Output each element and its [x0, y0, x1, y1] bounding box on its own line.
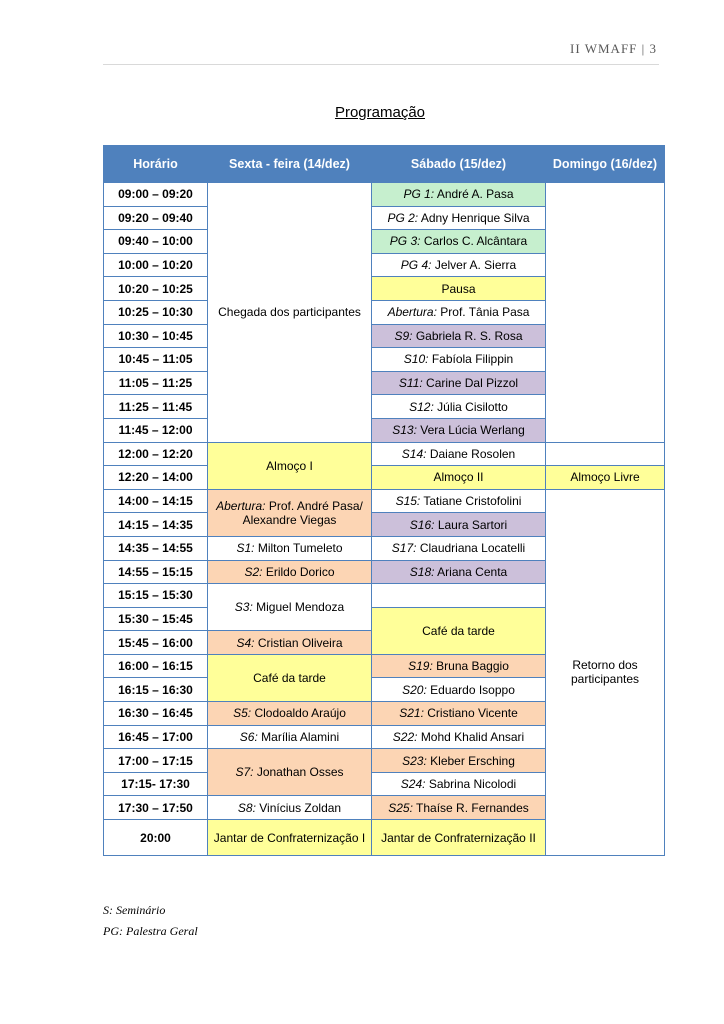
- session-code: S14:: [401, 446, 427, 461]
- speaker-name: Daiane Rosolen: [429, 446, 516, 461]
- time-cell: 09:20 – 09:40: [104, 206, 208, 230]
- saturday-slot: [372, 654, 546, 678]
- friday-slot: [208, 584, 372, 631]
- footnote-seminar: S: Seminário: [103, 903, 166, 917]
- session-code: S16:: [409, 517, 435, 532]
- speaker-name: Marília Alamini: [261, 729, 340, 744]
- saturday-slot: [372, 206, 546, 230]
- speaker-name: Vinícius Zoldan: [259, 800, 342, 815]
- sunday-empty: [546, 183, 665, 443]
- speaker-name: Erildo Dorico: [265, 564, 335, 579]
- speaker-name: Cristian Oliveira: [257, 635, 343, 650]
- time-cell: 10:20 – 10:25: [104, 277, 208, 301]
- time-cell: 10:25 – 10:30: [104, 300, 208, 324]
- speaker-name: Laura Sartori: [437, 517, 508, 532]
- col-header-time: Horário: [104, 146, 208, 183]
- table-header-row: [104, 146, 665, 183]
- saturday-empty: [372, 584, 546, 608]
- saturday-slot: [372, 749, 546, 773]
- friday-arrival-text: Chegada dos participantes: [218, 305, 361, 320]
- page-header: [103, 38, 659, 65]
- time-cell: 10:45 – 11:05: [104, 348, 208, 372]
- session-code: S21:: [399, 706, 424, 721]
- session-code: Abertura:: [216, 498, 266, 513]
- time-cell: 17:30 – 17:50: [104, 796, 208, 820]
- time-cell: 20:00: [104, 820, 208, 856]
- time-cell: 17:15- 17:30: [104, 772, 208, 796]
- session-code: S11:: [398, 376, 423, 391]
- session-code: S9:: [394, 328, 413, 343]
- saturday-lunch: Almoço II: [372, 466, 546, 490]
- time-cell: 11:05 – 11:25: [104, 371, 208, 395]
- speaker-name: Vera Lúcia Werlang: [420, 423, 525, 438]
- session-code: S5:: [233, 706, 252, 721]
- friday-lunch: Almoço I: [208, 442, 372, 489]
- saturday-slot: [372, 725, 546, 749]
- session-code: S17:: [391, 541, 417, 556]
- table-row: [104, 183, 665, 207]
- time-cell: 12:00 – 12:20: [104, 442, 208, 466]
- time-cell: 10:00 – 10:20: [104, 253, 208, 277]
- time-cell: 14:15 – 14:35: [104, 513, 208, 537]
- saturday-slot: [372, 418, 546, 442]
- time-cell: 09:40 – 10:00: [104, 230, 208, 254]
- speaker-name: Jonathan Osses: [256, 765, 344, 780]
- speaker-name: Fabíola Filippin: [431, 352, 514, 367]
- time-cell: 11:45 – 12:00: [104, 418, 208, 442]
- speaker-name: Cristiano Vicente: [427, 706, 518, 721]
- friday-slot: [208, 749, 372, 796]
- time-cell: 15:30 – 15:45: [104, 607, 208, 631]
- col-header-friday: Sexta - feira (14/dez): [208, 146, 372, 183]
- speaker-name: Milton Tumeleto: [257, 541, 343, 556]
- friday-slot: [208, 796, 372, 820]
- time-cell: 14:00 – 14:15: [104, 489, 208, 513]
- session-code: PG 1:: [403, 187, 435, 202]
- session-code: S4:: [236, 635, 255, 650]
- friday-opening: [208, 489, 372, 536]
- session-code: S23:: [402, 753, 427, 768]
- saturday-slot: [372, 442, 546, 466]
- speaker-name: Tatiane Cristofolini: [423, 494, 522, 509]
- session-code: PG 3:: [389, 234, 421, 249]
- session-code: S22:: [392, 729, 418, 744]
- time-cell: 10:30 – 10:45: [104, 324, 208, 348]
- speaker-name: Clodoaldo Araújo: [254, 706, 346, 721]
- speaker-name: Gabriela R. S. Rosa: [415, 328, 523, 343]
- speaker-name: Bruna Baggio: [436, 659, 509, 674]
- friday-slot: [208, 631, 372, 655]
- friday-slot: [208, 560, 372, 584]
- session-code: S6:: [239, 729, 258, 744]
- saturday-slot: [372, 395, 546, 419]
- saturday-dinner: Jantar de Confraternização II: [372, 820, 546, 856]
- saturday-slot: [372, 536, 546, 560]
- saturday-pause: Pausa: [372, 277, 546, 301]
- friday-slot: [208, 702, 372, 726]
- speaker-name: Júlia Cisilotto: [437, 399, 508, 414]
- saturday-slot: [372, 348, 546, 372]
- saturday-slot: [372, 513, 546, 537]
- session-code: Abertura:: [387, 305, 437, 320]
- footnote-general-talk: PG: Palestra Geral: [103, 924, 198, 938]
- session-code: S19:: [408, 659, 433, 674]
- session-code: S18:: [409, 564, 435, 579]
- speaker-name: Eduardo Isoppo: [430, 682, 515, 697]
- session-code: S13:: [392, 423, 417, 438]
- friday-dinner: Jantar de Confraternização I: [208, 820, 372, 856]
- friday-coffee: Café da tarde: [208, 654, 372, 701]
- session-code: S8:: [237, 800, 256, 815]
- time-cell: 16:00 – 16:15: [104, 654, 208, 678]
- speaker-name: Adny Henrique Silva: [420, 210, 530, 225]
- session-code: S1:: [236, 541, 255, 556]
- saturday-slot: [372, 230, 546, 254]
- session-code: S2:: [244, 564, 263, 579]
- session-code: S10:: [403, 352, 429, 367]
- time-cell: 14:55 – 15:15: [104, 560, 208, 584]
- speaker-name: Kleber Ersching: [430, 753, 515, 768]
- saturday-slot: [372, 702, 546, 726]
- time-cell: 09:00 – 09:20: [104, 183, 208, 207]
- session-code: PG 4:: [400, 258, 432, 273]
- time-cell: 17:00 – 17:15: [104, 749, 208, 773]
- speaker-name: Sabrina Nicolodi: [428, 777, 517, 792]
- speaker-name: Carlos C. Alcântara: [423, 234, 528, 249]
- saturday-slot: [372, 772, 546, 796]
- col-header-saturday: Sábado (15/dez): [372, 146, 546, 183]
- speaker-name: Miguel Mendoza: [256, 600, 345, 615]
- session-code: S15:: [395, 494, 421, 509]
- time-cell: 11:25 – 11:45: [104, 395, 208, 419]
- session-code: S20:: [402, 682, 427, 697]
- session-code: S7:: [235, 765, 254, 780]
- header-text: II WMAFF | 3: [570, 41, 657, 56]
- speaker-name: Prof. André Pasa/ Alexandre Viegas: [242, 498, 363, 527]
- speaker-name: Carine Dal Pizzol: [426, 376, 519, 391]
- table-row: [104, 442, 665, 466]
- session-code: PG 2:: [387, 210, 419, 225]
- table-row: [104, 466, 665, 490]
- speaker-name: Mohd Khalid Ansari: [420, 729, 525, 744]
- table-row: [104, 489, 665, 513]
- saturday-slot: [372, 371, 546, 395]
- time-cell: 16:30 – 16:45: [104, 702, 208, 726]
- friday-slot: [208, 725, 372, 749]
- sunday-empty: [546, 442, 665, 466]
- saturday-slot: [372, 183, 546, 207]
- time-cell: 12:20 – 14:00: [104, 466, 208, 490]
- sunday-return: [546, 489, 665, 855]
- session-code: S3:: [234, 600, 253, 615]
- sunday-return-text: Retorno dos participantes: [570, 658, 640, 687]
- session-code: S12:: [409, 399, 434, 414]
- time-cell: 15:15 – 15:30: [104, 584, 208, 608]
- saturday-opening: [372, 300, 546, 324]
- saturday-slot: [372, 796, 546, 820]
- friday-slot: [208, 536, 372, 560]
- page-title: Programação: [334, 104, 426, 121]
- saturday-slot: [372, 678, 546, 702]
- speaker-name: André A. Pasa: [436, 187, 514, 202]
- speaker-name: Thaíse R. Fernandes: [416, 800, 529, 815]
- speaker-name: Ariana Centa: [437, 564, 508, 579]
- schedule-table: [103, 145, 665, 856]
- time-cell: 16:45 – 17:00: [104, 725, 208, 749]
- saturday-slot: [372, 560, 546, 584]
- time-cell: 14:35 – 14:55: [104, 536, 208, 560]
- saturday-slot: [372, 324, 546, 348]
- friday-arrival: [208, 183, 372, 443]
- speaker-name: Prof. Tânia Pasa: [440, 305, 530, 320]
- speaker-name: Claudriana Locatelli: [419, 541, 526, 556]
- saturday-slot: [372, 253, 546, 277]
- saturday-slot: [372, 489, 546, 513]
- speaker-name: Jelver A. Sierra: [434, 258, 517, 273]
- sunday-lunch: Almoço Livre: [546, 466, 665, 490]
- session-code: S24:: [400, 777, 426, 792]
- saturday-coffee: Café da tarde: [372, 607, 546, 654]
- time-cell: 16:15 – 16:30: [104, 678, 208, 702]
- time-cell: 15:45 – 16:00: [104, 631, 208, 655]
- footnotes: [103, 900, 198, 942]
- col-header-sunday: Domingo (16/dez): [546, 146, 665, 183]
- session-code: S25:: [388, 800, 413, 815]
